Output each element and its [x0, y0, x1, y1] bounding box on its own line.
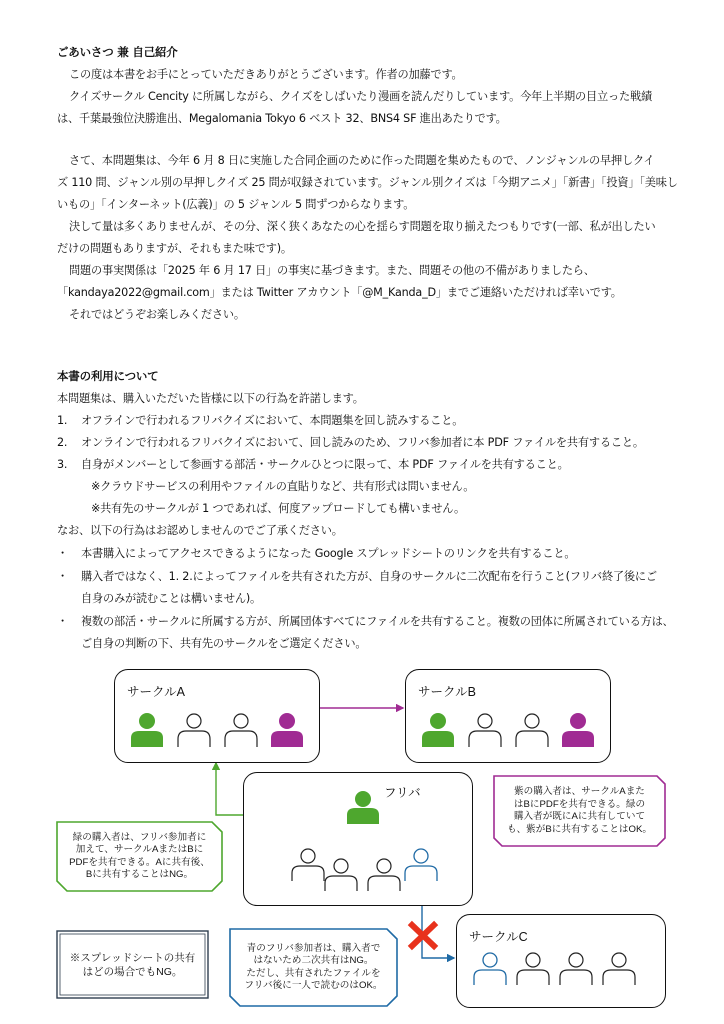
person-outline-blue-icon — [405, 849, 437, 881]
callout-line: はBにPDFを共有できる。緑の — [513, 798, 646, 810]
person-filled-green-host-icon — [347, 791, 379, 824]
person-outline-icon — [517, 953, 549, 985]
item-number: 1. — [57, 414, 68, 427]
circle-a-label: サークルA — [127, 685, 185, 699]
item-text: 購入者ではなく、1. 2.によってファイルを共有された方が、自身のサークルに二次配布を行うこと(フリバ終了後にご — [81, 570, 657, 583]
purple-callout — [494, 776, 665, 846]
circle-b-label: サークルB — [418, 685, 476, 699]
person-outline-icon — [469, 714, 501, 747]
item-text: オフラインで行われるフリバクイズにおいて、本問題集を回し読みすること。 — [81, 414, 464, 427]
item-number: 2. — [57, 436, 68, 449]
usage-heading: 本書の利用について — [57, 369, 159, 383]
callout-line: Bに共有することはNG。 — [85, 869, 194, 880]
note-line: はどの場合でもNG。 — [82, 965, 183, 978]
contact-line: 「kandaya2022@gmail.com」または Twitter アカウント「@M_Kanda_D」までご連絡いただければ幸いです。 — [57, 286, 622, 299]
greeting-paragraph: クイズサークル Cencity に所属しながら、クイズをしばいたり漫画を読んだりしています。今年上半期の目立った戦績 — [69, 90, 652, 103]
person-outline-icon — [178, 714, 210, 747]
person-outline-icon — [368, 859, 400, 891]
person-outline-blue-icon — [474, 953, 506, 985]
note-line: ※共有先のサークルが 1 つであれば、何度アップロードしても構いません。 — [91, 502, 465, 515]
person-filled-green-icon — [422, 713, 454, 747]
item-text-continued: ご自身の判断の下、共有先のサークルをご選定ください。 — [81, 637, 367, 650]
bullet: ・ — [57, 570, 68, 583]
callout-line: PDFを共有できる。Aに共有後、 — [69, 856, 210, 868]
callout-line: 青のフリバ参加者は、購入者で — [246, 942, 381, 954]
circle-c-label: サークルC — [469, 930, 528, 944]
greeting-paragraph: さて、本問題集は、今年 6 月 8 日に実施した合同企画のために作った問題を集めたもので、ノンジャンルの早押しクイ — [69, 154, 655, 167]
person-outline-icon — [292, 849, 324, 881]
callout-line: 紫の購入者は、サークルAまた — [514, 786, 645, 797]
greeting-paragraph: いもの」「インターネット(広義)」の 5 ジャンル 5 問ずつからなります。 — [57, 198, 415, 211]
note-line: ※クラウドサービスの利用やファイルの直貼りなど、共有形式は問いません。 — [91, 480, 475, 493]
usage-intro: 本問題集は、購入いただいた皆様に以下の行為を許諾します。 — [57, 392, 364, 405]
spreadsheet-note — [57, 931, 208, 998]
person-outline-icon — [560, 953, 592, 985]
item-text: オンラインで行われるフリバクイズにおいて、回し読みのため、フリバ参加者に本 PDF ファイルを共有すること。 — [81, 436, 644, 449]
freebatt-label: フリバ — [384, 786, 421, 800]
callout-line: ただし、共有されたファイルを — [246, 967, 381, 979]
person-filled-purple-icon — [562, 713, 594, 747]
prohibited-x-icon — [412, 925, 434, 946]
item-text: 本書購入によってアクセスできるようになった Google スプレッドシートのリンクを共有すること。 — [81, 547, 576, 560]
note-line: ※スプレッドシートの共有 — [69, 951, 196, 964]
greeting-paragraph: ズ 110 問、ジャンル別の早押しクイズ 25 問が収録されています。ジャンル別クイズは「今期アニメ」「新書」「投資」「美味し — [57, 176, 678, 189]
callout-line: 緑の購入者は、フリバ参加者に — [72, 831, 207, 843]
person-outline-icon — [225, 714, 257, 747]
person-outline-icon — [516, 714, 548, 747]
callout-line: 購入者が既にAに共有していて — [513, 811, 646, 822]
bullet: ・ — [57, 547, 68, 560]
person-outline-icon — [603, 953, 635, 985]
person-filled-green-icon — [131, 713, 163, 747]
greeting-paragraph: それではどうぞお楽しみください。 — [69, 308, 245, 321]
callout-line: も、紫がBに共有することはOK。 — [507, 823, 652, 835]
person-outline-icon — [325, 859, 357, 891]
greeting-paragraph: この度は本書をお手にとっていただきありがとうございます。作者の加藤です。 — [69, 68, 463, 81]
item-text: 複数の部活・サークルに所属する方が、所属団体すべてにファイルを共有すること。複数の団体に所属されている方は、 — [81, 615, 674, 628]
person-filled-purple-icon — [271, 713, 303, 747]
bullet: ・ — [57, 615, 68, 628]
callout-line: はないため二次共有はNG。 — [253, 955, 374, 966]
prohibited-intro: なお、以下の行為はお認めしませんのでご了承ください。 — [57, 524, 343, 537]
greeting-paragraph: は、千葉最強位決勝進出、Megalomania Tokyo 6 ベスト 32、BNS4 SF 進出あたりです。 — [57, 112, 507, 125]
greeting-paragraph: 決して量は多くありませんが、その分、深く狭くあなたの心を揺らす問題を取り揃えたつもりです(一部、私が出したい — [69, 220, 656, 233]
greeting-paragraph: だけの問題もありますが、それもまた味です)。 — [57, 242, 292, 255]
greeting-heading: ごあいさつ 兼 自己紹介 — [57, 45, 178, 59]
item-text: 自身がメンバーとして参画する部活・サークルひとつに限って、本 PDF ファイルを共有すること。 — [81, 458, 569, 471]
blue-callout — [230, 929, 397, 1006]
callout-line: 加えて、サークルAまたはBに — [75, 844, 204, 855]
item-number: 3. — [57, 458, 68, 471]
item-text-continued: 自身のみが読むことは構いません)。 — [81, 592, 261, 605]
green-callout — [57, 822, 222, 891]
greeting-paragraph: 問題の事実関係は「2025 年 6 月 17 日」の事実に基づきます。また、問題その他の不備がありましたら、 — [69, 264, 595, 277]
callout-line: フリバ後に一人で読むのはOK。 — [244, 980, 383, 991]
